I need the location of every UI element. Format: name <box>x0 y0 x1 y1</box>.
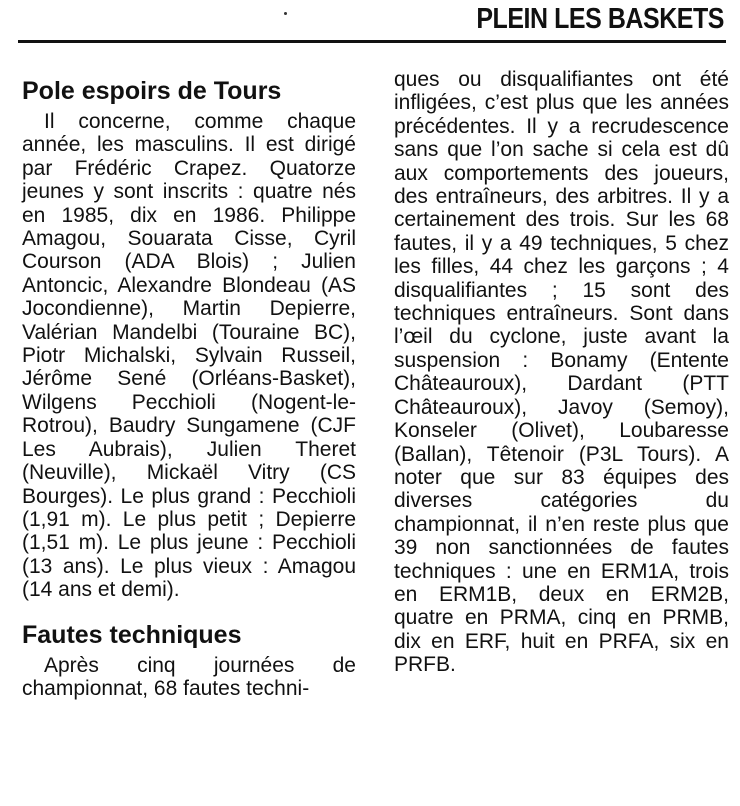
article-heading-fautes-techniques: Fautes techniques <box>22 620 242 649</box>
page-header <box>0 0 740 46</box>
right-column <box>394 68 729 677</box>
article-heading-pole-espoirs: Pole espoirs de Tours <box>22 77 282 105</box>
left-column <box>22 68 356 700</box>
header-rule <box>18 40 726 43</box>
article-body-fautes-start: Après cinq journées de championnat, 68 fautes techni- <box>22 653 356 700</box>
print-speck <box>284 12 287 15</box>
article-body-fautes-continued: ques ou disqualifiantes ont été infligées, c’est plus que les années précédentes. Il y a recrudescence sans que l’on sache si cela est dû aux comportements des joueurs, des entraîneurs, des arbitres. Il y a certainement des trois. Sur les 68 fautes, il y a 49 techniques, 5 chez les filles, 44 chez les garçons ; 4 disqualifiantes ; 15 sont des techniques entraîneurs. Sont dans l’œil du cyclone, juste avant la suspension : Bonamy (Entente Châteauroux), Dardant (PTT Châteauroux), Javoy (Semoy), Konseler (Olivet), Loubaresse (Ballan), Têtenoir (P3L Tours). A noter que sur 83 équipes des diverses catégories du championnat, il n’en reste plus que 39 non sanctionnées de fautes techniques : une en ERM1A, trois en ERM1B, deux en ERM2B, quatre en PRMA, cinq en PRMB, dix en ERF, huit en PRFA, six en PRFB. <box>394 68 729 677</box>
article-body-pole-espoirs: Il concerne, comme chaque année, les masculins. Il est dirigé par Frédéric Crapez. Quatorze jeunes y sont inscrits : quatre nés en 1985, dix en 1986. Philippe Amagou, Souarata Cisse, Cyril Courson (ADA Blois) ; Julien Antoncic, Alexandre Blondeau (AS Jocondienne), Martin Depierre, Valérian Mandelbi (Touraine BC), Piotr Michalski, Sylvain Russeil, Jérôme Sené (Orléans-Basket), Wilgens Pecchioli (Nogent-le-Rotrou), Baudry Sungamene (CJF Les Aubrais), Julien Theret (Neuville), Mickaël Vitry (CS Bourges). Le plus grand : Pecchioli (1,91 m). Le plus petit ; Depierre (1,51 m). Le plus jeune : Pecchioli (13 ans). Le plus vieux : Amagou (14 ans et demi). <box>22 110 356 602</box>
section-title: PLEIN LES BASKETS <box>476 3 724 35</box>
